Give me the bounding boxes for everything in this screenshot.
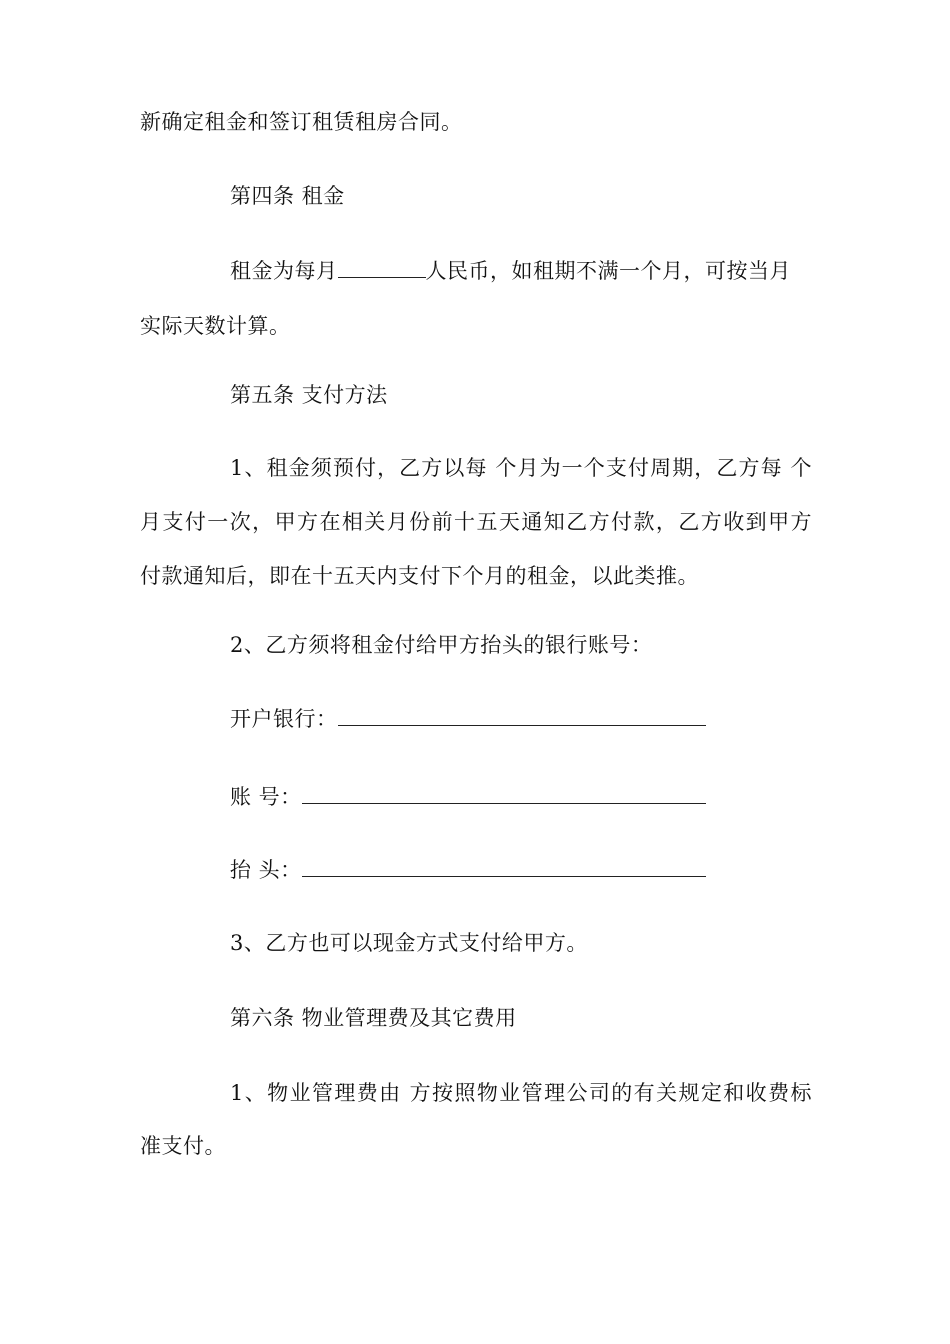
- rent-text-suffix: 人民币，如租期不满一个月，可按当月: [425, 259, 791, 283]
- article-5-item-1-line-3: 付款通知后，即在十五天内支付下个月的租金，以此类推。: [140, 564, 699, 588]
- article-6-item-1-line-2: 准支付。: [140, 1134, 226, 1158]
- paragraph-line: 新确定租金和签订租赁租房合同。: [140, 110, 463, 134]
- account-number-blank: [302, 785, 706, 804]
- article-4-line-2: 实际天数计算。: [140, 314, 291, 338]
- article-5-heading: 第五条 支付方法: [230, 383, 388, 407]
- bank-name-blank: [338, 707, 706, 726]
- payee-blank: [302, 858, 706, 877]
- article-5-item-1-line-1: 1、租金须预付，乙方以每 个月为一个支付周期，乙方每 个: [230, 456, 812, 480]
- article-6-heading: 第六条 物业管理费及其它费用: [230, 1006, 517, 1030]
- article-4-heading: 第四条 租金: [230, 184, 345, 208]
- account-number-label: 账 号：: [230, 785, 302, 809]
- article-5-item-2: 2、乙方须将租金付给甲方抬头的银行账号：: [230, 633, 653, 657]
- article-5-item-3: 3、乙方也可以现金方式支付给甲方。: [230, 931, 588, 955]
- article-4-line-1: [230, 259, 791, 283]
- payee-row: [230, 858, 706, 882]
- article-5-item-1-line-2: 月支付一次，甲方在相关月份前十五天通知乙方付款，乙方收到甲方: [140, 510, 812, 534]
- article-6-item-1-line-1: 1、物业管理费由 方按照物业管理公司的有关规定和收费标: [230, 1081, 812, 1105]
- account-number-row: [230, 785, 706, 809]
- payee-label: 抬 头：: [230, 858, 302, 882]
- rent-text-prefix: 租金为每月: [230, 259, 338, 283]
- rent-amount-blank: [338, 259, 426, 278]
- bank-name-row: [230, 707, 706, 731]
- bank-name-label: 开户银行：: [230, 707, 338, 731]
